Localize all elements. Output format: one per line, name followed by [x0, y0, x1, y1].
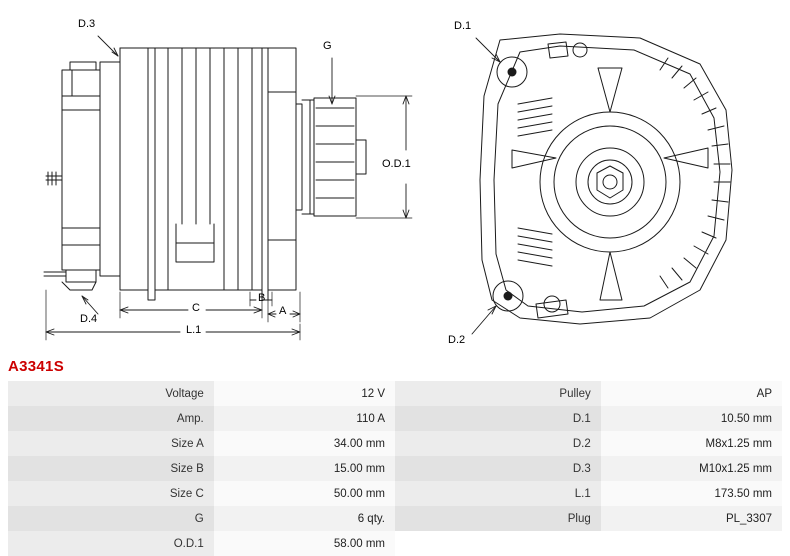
label-d1: D.1 — [454, 20, 472, 32]
label-d4: D.4 — [80, 313, 98, 325]
spec-label: Size A — [8, 431, 214, 456]
spec-label: O.D.1 — [8, 531, 214, 556]
spec-label: D.1 — [395, 406, 601, 431]
spec-value: 15.00 mm — [214, 456, 395, 481]
table-row-empty — [395, 531, 782, 556]
label-d3: D.3 — [78, 18, 96, 30]
label-g: G — [323, 40, 332, 52]
spec-label: Pulley — [395, 381, 601, 406]
spec-value: 110 A — [214, 406, 395, 431]
table-row — [8, 506, 395, 531]
spec-value: 10.50 mm — [601, 406, 782, 431]
table-row — [8, 431, 395, 456]
table-row — [8, 531, 395, 556]
spec-label: D.3 — [395, 456, 601, 481]
spec-label: L.1 — [395, 481, 601, 506]
spec-value: M10x1.25 mm — [601, 456, 782, 481]
table-row — [395, 431, 782, 456]
spec-value-empty — [601, 531, 782, 556]
spec-label: G — [8, 506, 214, 531]
label-size-b: B — [258, 292, 266, 304]
part-number: A3341S — [8, 358, 65, 375]
table-row — [395, 481, 782, 506]
spec-table-left — [8, 381, 395, 556]
spec-value: M8x1.25 mm — [601, 431, 782, 456]
spec-value: 34.00 mm — [214, 431, 395, 456]
spec-value: 12 V — [214, 381, 395, 406]
spec-label: Voltage — [8, 381, 214, 406]
table-row — [395, 406, 782, 431]
spec-value: 173.50 mm — [601, 481, 782, 506]
label-size-a: A — [279, 305, 287, 317]
spec-label: Amp. — [8, 406, 214, 431]
spec-label-empty — [395, 531, 601, 556]
spec-label: D.2 — [395, 431, 601, 456]
spec-label: Plug — [395, 506, 601, 531]
spec-value: 6 qty. — [214, 506, 395, 531]
label-od1: O.D.1 — [382, 158, 411, 170]
spec-table-right — [395, 381, 782, 556]
table-row — [8, 456, 395, 481]
spec-label: Size C — [8, 481, 214, 506]
label-d2: D.2 — [448, 334, 466, 346]
table-row — [8, 481, 395, 506]
table-row — [395, 456, 782, 481]
table-row — [395, 381, 782, 406]
spec-value: 50.00 mm — [214, 481, 395, 506]
spec-label: Size B — [8, 456, 214, 481]
table-row — [8, 406, 395, 431]
label-size-c: C — [192, 302, 200, 314]
spec-value: AP — [601, 381, 782, 406]
table-row — [395, 506, 782, 531]
spec-value: 58.00 mm — [214, 531, 395, 556]
specification-tables — [8, 381, 782, 556]
spec-value: PL_3307 — [601, 506, 782, 531]
table-row — [8, 381, 395, 406]
label-l1: L.1 — [186, 324, 202, 336]
